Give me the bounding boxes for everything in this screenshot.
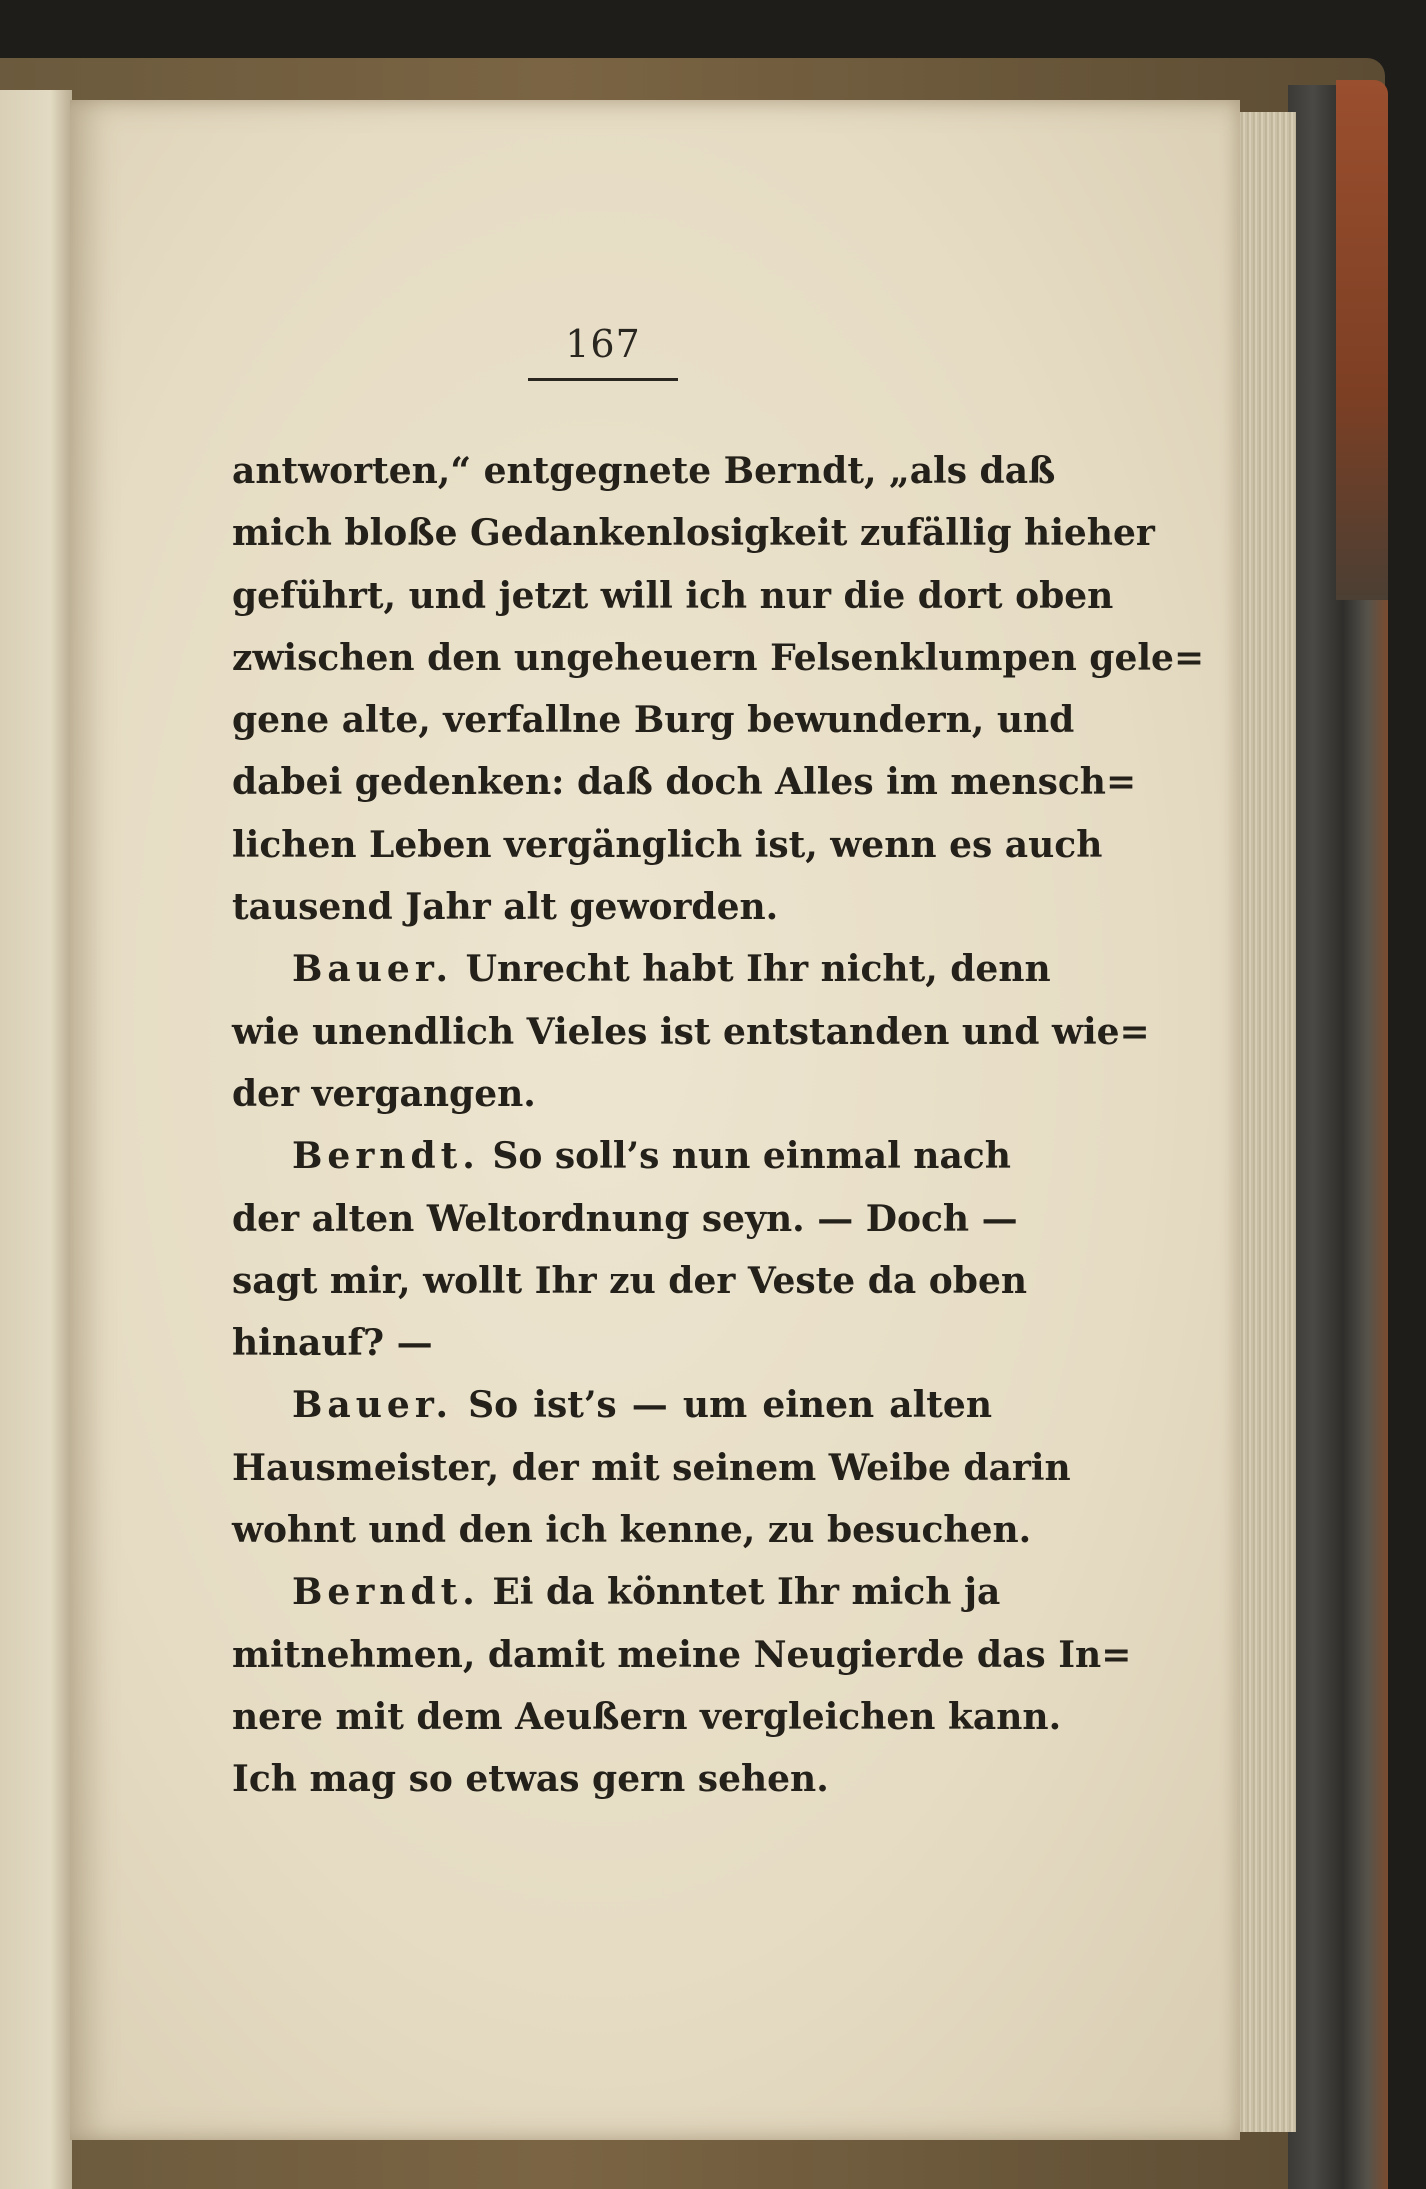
text-line (232, 440, 1056, 502)
speaker-name: Berndt. (292, 1135, 480, 1178)
speaker-name: Bauer. (292, 1384, 454, 1427)
line-text: mich bloße Gedankenlosigkeit zufällig hieher (232, 512, 1155, 555)
text-line (232, 1250, 1028, 1312)
line-text: lichen Leben vergänglich ist, wenn es auch (232, 823, 1103, 866)
text-line (232, 876, 992, 938)
line-text: antworten,“ entgegnete Berndt, „als daß (232, 450, 1056, 492)
text-line (232, 1312, 992, 1374)
page-number: 167 (565, 322, 641, 366)
text-line (232, 814, 1103, 876)
body-text (232, 440, 1205, 1811)
spine-leather-corner (1336, 80, 1388, 600)
line-text: mitnehmen, damit meine Neugierde das In= (232, 1633, 1132, 1676)
page-number-rule (528, 378, 678, 381)
line-text: der vergangen. (232, 1072, 536, 1115)
text-line (232, 751, 1137, 813)
line-text: wie unendlich Vieles ist entstanden und wie= (232, 1010, 1150, 1053)
text-line (232, 502, 1155, 564)
line-text: geführt, und jetzt will ich nur die dort oben (232, 574, 1114, 617)
text-line (232, 1001, 1150, 1063)
line-text: Unrecht habt Ihr nicht, denn (465, 948, 1051, 991)
line-text: Ei da könntet Ihr mich ja (492, 1571, 1001, 1614)
line-text: zwischen den ungeheuern Felsenklumpen gele= (232, 636, 1205, 679)
line-text: der alten Weltordnung seyn. — Doch — (232, 1197, 1018, 1240)
text-line (232, 1188, 1018, 1250)
text-line (232, 1374, 992, 1436)
line-text: tausend Jahr alt geworden. (232, 886, 779, 929)
page-stack-edge (1232, 112, 1296, 2132)
text-line (232, 1125, 1011, 1187)
text-line (232, 689, 1075, 751)
line-text: gene alte, verfallne Burg bewundern, und (232, 699, 1075, 742)
text-line (232, 1748, 992, 1810)
text-line (232, 938, 1051, 1000)
line-text: dabei gedenken: daß doch Alles im mensch= (232, 761, 1137, 804)
line-text: nere mit dem Aeußern vergleichen kann. (232, 1695, 1062, 1738)
line-text: So ist’s — um einen alten (468, 1384, 992, 1427)
line-text: sagt mir, wollt Ihr zu der Veste da oben (232, 1259, 1028, 1302)
text-line (232, 1686, 1062, 1748)
text-line (232, 565, 1114, 627)
text-line (232, 627, 1205, 689)
line-text: Ich mag so etwas gern sehen. (232, 1758, 829, 1801)
text-line (232, 1561, 1001, 1623)
facing-page-edge (0, 90, 72, 2189)
text-line (232, 1624, 1132, 1686)
line-text: hinauf? — (232, 1322, 433, 1365)
line-text: wohnt und den ich kenne, zu besuchen. (232, 1509, 1032, 1552)
text-line (232, 1437, 1071, 1499)
line-text: So soll’s nun einmal nach (492, 1135, 1011, 1178)
line-text: Hausmeister, der mit seinem Weibe darin (232, 1446, 1071, 1489)
text-line (232, 1499, 1032, 1561)
speaker-name: Bauer. (292, 948, 454, 991)
speaker-name: Berndt. (292, 1571, 480, 1614)
text-line (232, 1063, 992, 1125)
